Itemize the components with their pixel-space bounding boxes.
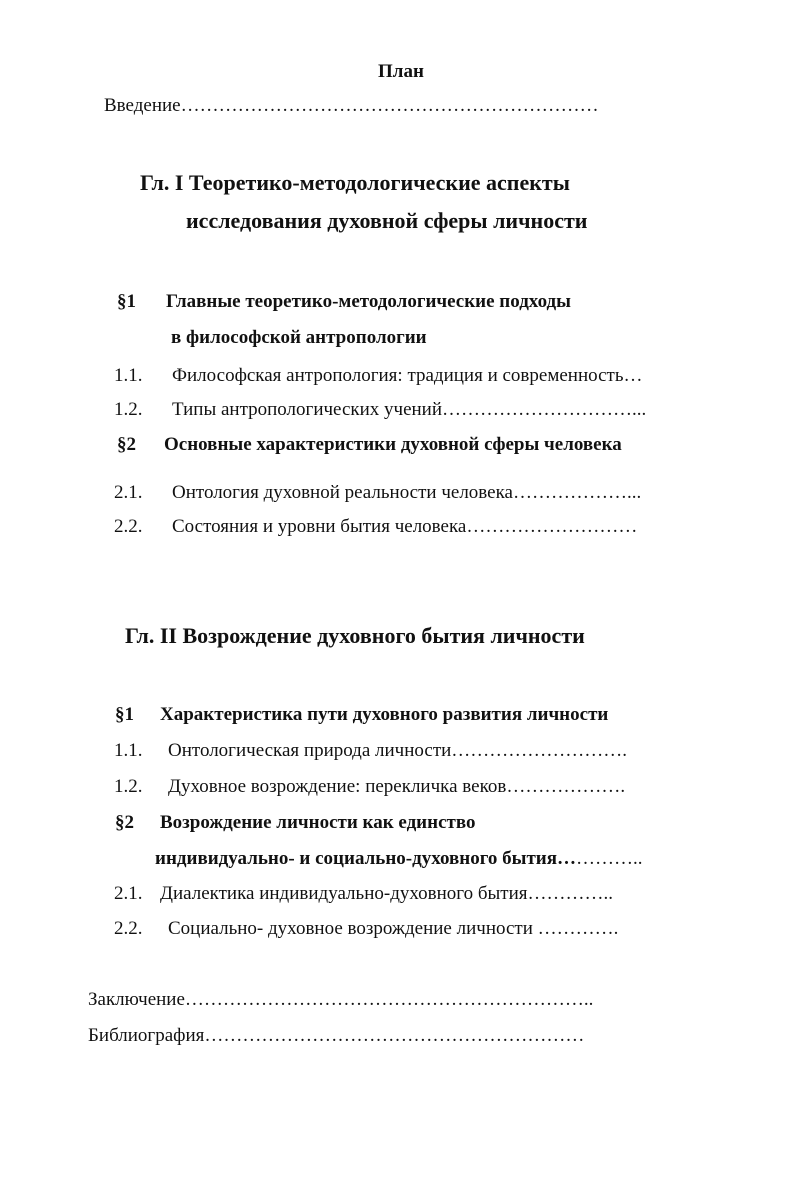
ch1-item-1-2-number: 1.2. xyxy=(114,399,143,420)
ch1-sec2-number: §2 xyxy=(117,434,136,455)
ch2-item-1-2-number: 1.2. xyxy=(114,776,143,797)
chapter1-heading-line1: Гл. I Теоретико-методологические аспекты xyxy=(140,170,570,195)
ch1-item-1-1-text: Философская антропология: традиция и современность… xyxy=(172,365,643,386)
ch1-item-2-2-text: Состояния и уровни бытия человека……………………… xyxy=(172,516,638,537)
toc-intro: Введение………………………………………………………… xyxy=(104,95,599,116)
ch2-sec1-title: Характеристика пути духовного развития личности xyxy=(160,704,609,725)
ch1-item-1-1-number: 1.1. xyxy=(114,365,143,386)
ch2-sec2-title-line2-dots: ……….. xyxy=(576,848,643,869)
ch1-sec1-number: §1 xyxy=(117,291,136,312)
ch2-item-1-2-text: Духовное возрождение: перекличка веков………………. xyxy=(168,776,626,797)
chapter1-heading-line2: исследования духовной сферы личности xyxy=(186,208,588,233)
ch1-item-1-2-text: Типы антропологических учений…………………………... xyxy=(172,399,647,420)
ch1-item-2-1-text: Онтология духовной реальности человека………………... xyxy=(172,482,642,503)
ch2-sec1-number: §1 xyxy=(115,704,134,725)
ch2-item-2-1-text: Диалектика индивидуально-духовного бытия………….. xyxy=(160,883,613,904)
ch2-item-2-2-text: Социально- духовное возрождение личности …………. xyxy=(168,918,619,939)
ch1-item-2-1-number: 2.1. xyxy=(114,482,143,503)
ch2-item-1-1-number: 1.1. xyxy=(114,740,143,761)
ch2-sec2-title-line1: Возрождение личности как единство xyxy=(160,812,476,833)
chapter2-heading: Гл. II Возрождение духовного бытия личности xyxy=(125,623,585,648)
toc-bibliography: Библиография…………………………………………………… xyxy=(88,1025,585,1046)
ch1-sec1-title-line2: в философской антропологии xyxy=(171,327,427,348)
toc-conclusion: Заключение……………………………………………………….. xyxy=(88,989,594,1010)
plan-title: План xyxy=(378,61,424,82)
ch1-sec2-title: Основные характеристики духовной сферы человека xyxy=(164,434,622,455)
ch2-item-2-2-number: 2.2. xyxy=(114,918,143,939)
ch1-item-2-2-number: 2.2. xyxy=(114,516,143,537)
ch2-sec2-title-line2-wrap xyxy=(155,849,643,868)
ch1-sec1-title-line1: Главные теоретико-методологические подходы xyxy=(166,291,571,312)
ch2-sec2-number: §2 xyxy=(115,812,134,833)
ch2-item-2-1-number: 2.1. xyxy=(114,883,143,904)
ch2-sec2-title-line2: индивидуально- и социально-духовного бытия… xyxy=(155,848,577,869)
ch2-item-1-1-text: Онтологическая природа личности………………………. xyxy=(168,740,628,761)
